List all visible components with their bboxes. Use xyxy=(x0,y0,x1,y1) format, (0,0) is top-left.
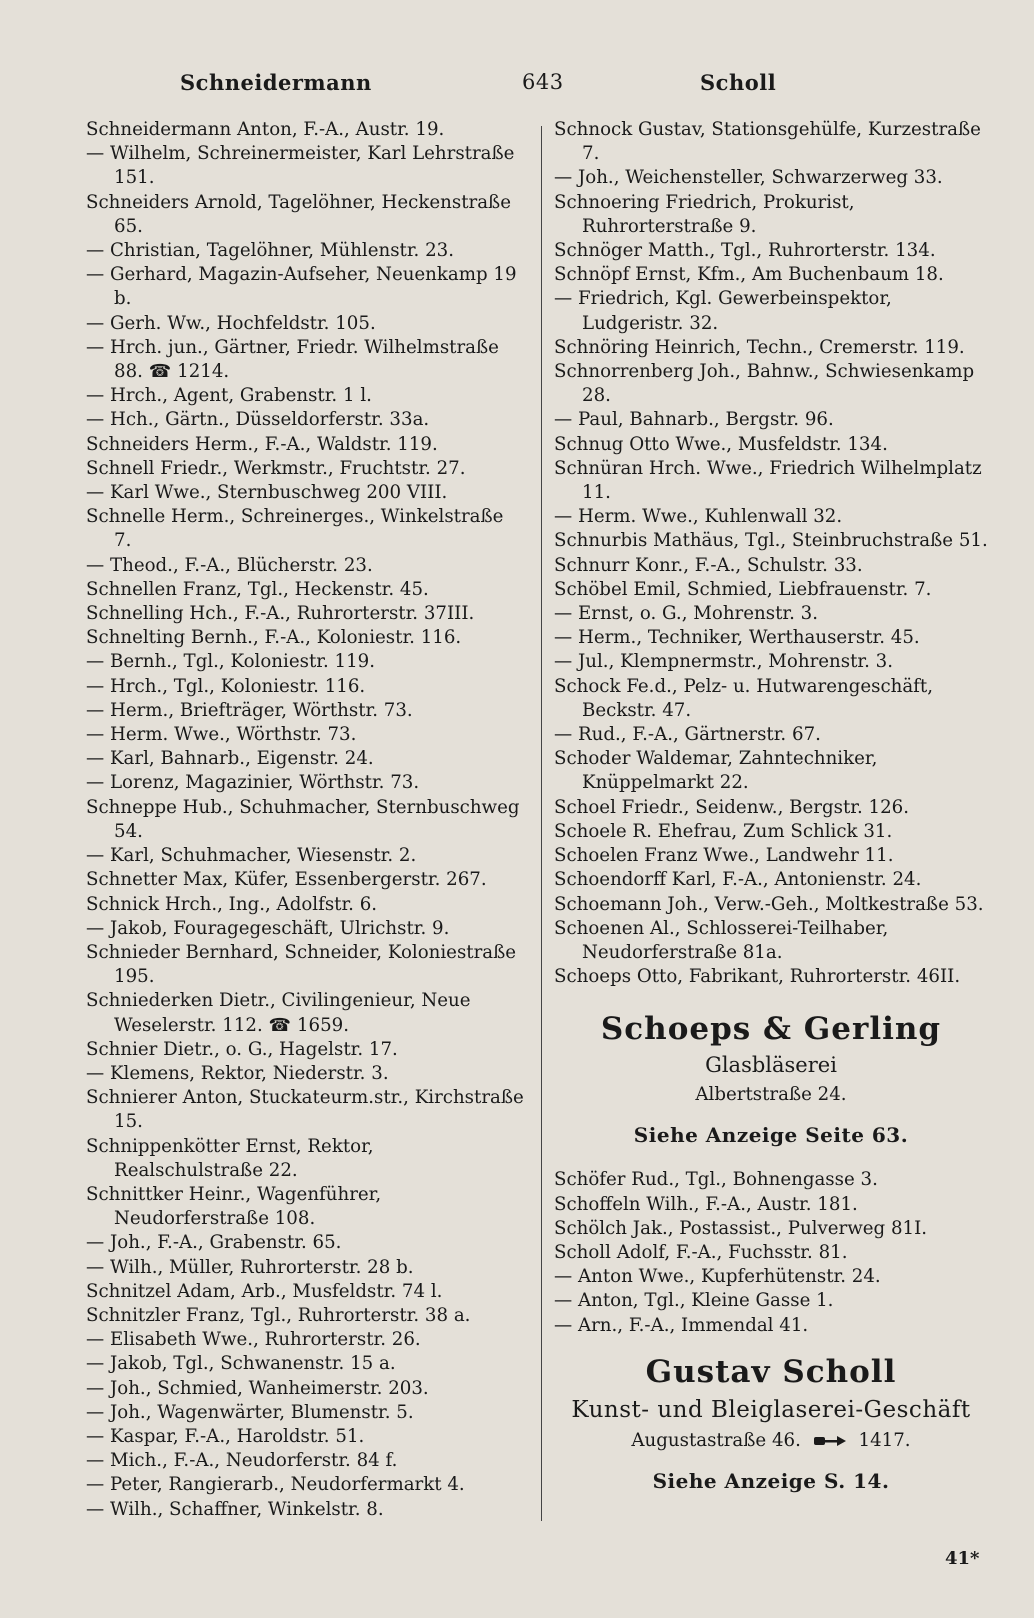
directory-entry: — Peter, Rangierarb., Neudorfermarkt 4. xyxy=(86,1474,465,1496)
directory-entry: Schnitzler Franz, Tgl., Ruhrorterstr. 38 a. xyxy=(86,1304,471,1326)
directory-entry: Schoendorff Karl, F.-A., Antonienstr. 24. xyxy=(554,869,922,891)
directory-entry: Schoenen Al., Schlosserei-Teilhaber, Neudorferstraße 81a. xyxy=(554,917,889,963)
ad-schoeps-title: Schoeps & Gerling xyxy=(600,1011,942,1048)
directory-entry: — Lorenz, Magazinier, Wörthstr. 73. xyxy=(86,772,420,794)
directory-entry: Schnug Otto Wwe., Musfeldstr. 134. xyxy=(554,433,888,455)
directory-entry: Schock Fe.d., Pelz- u. Hutwarengeschäft, Beckstr. 47. xyxy=(554,675,934,721)
ad-scholl-address: Augustastraße 46. xyxy=(631,1429,801,1451)
directory-entry: — Friedrich, Kgl. Gewerbeinspektor, Ludgeristr. 32. xyxy=(554,288,892,334)
directory-entry: — Joh., Schmied, Wanheimerstr. 203. xyxy=(86,1377,429,1399)
page-number: 643 xyxy=(522,70,564,94)
directory-entry: Schnetter Max, Küfer, Essenbergerstr. 267. xyxy=(86,869,487,891)
directory-entry: Schnöring Heinrich, Techn., Cremerstr. 119. xyxy=(554,336,965,358)
directory-entry: — Hrch. jun., Gärtner, Friedr. Wilhelmstraße 88. ☎ 1214. xyxy=(86,336,499,383)
directory-entry: Schöfer Rud., Tgl., Bohnengasse 3. xyxy=(554,1169,878,1191)
directory-entry: Schnöpf Ernst, Kfm., Am Buchenbaum 18. xyxy=(554,264,944,286)
directory-entry: — Anton, Tgl., Kleine Gasse 1. xyxy=(554,1290,834,1312)
directory-entry: — Kaspar, F.-A., Haroldstr. 51. xyxy=(86,1425,365,1447)
directory-entry: — Wilh., Müller, Ruhrorterstr. 28 b. xyxy=(86,1256,414,1278)
directory-entry: — Joh., F.-A., Grabenstr. 65. xyxy=(86,1232,342,1254)
directory-entry: Scholl Adolf, F.-A., Fuchsstr. 81. xyxy=(554,1241,848,1263)
right-column xyxy=(554,118,996,1496)
directory-entry: — Karl, Schuhmacher, Wiesenstr. 2. xyxy=(86,845,417,867)
directory-entry: Schoeps Otto, Fabrikant, Ruhrorterstr. 46II. xyxy=(554,966,961,988)
directory-entry: Schnitzel Adam, Arb., Musfeldstr. 74 l. xyxy=(86,1280,443,1302)
directory-entry: — Gerh. Ww., Hochfeldstr. 105. xyxy=(86,312,376,334)
page-header xyxy=(180,70,790,100)
ad-schoeps-address: Albertstraße 24. xyxy=(695,1084,847,1106)
directory-entry: Schnierer Anton, Stuckateurm.str., Kirchstraße 15. xyxy=(86,1087,524,1133)
directory-entry: Schneiders Arnold, Tagelöhner, Heckenstraße 65. xyxy=(86,191,511,237)
directory-entry: Schneiders Herm., F.-A., Waldstr. 119. xyxy=(86,433,438,455)
directory-entry: Schnieder Bernhard, Schneider, Koloniestraße 195. xyxy=(86,941,517,988)
directory-entry: — Herm. Wwe., Kuhlenwall 32. xyxy=(554,506,843,528)
directory-entry: — Mich., F.-A., Neudorferstr. 84 f. xyxy=(86,1450,398,1472)
directory-entry: — Herm., Techniker, Werthauserstr. 45. xyxy=(554,627,920,649)
ad-gustav-scholl xyxy=(546,1350,996,1496)
directory-entry: — Herm., Briefträger, Wörthstr. 73. xyxy=(86,699,413,721)
directory-entry: Schnelting Bernh., F.-A., Koloniestr. 116. xyxy=(86,627,462,649)
telephone-icon xyxy=(813,1435,847,1447)
directory-entry: Schniederken Dietr., Civilingenieur, Neue Weselerstr. 112. ☎ 1659. xyxy=(86,990,471,1036)
directory-entry: — Arn., F.-A., Immendal 41. xyxy=(554,1314,809,1336)
directory-entry: Schoder Waldemar, Zahntechniker, Knüppelmarkt 22. xyxy=(554,748,878,794)
directory-entry: — Karl Wwe., Sternbuschweg 200 VIII. xyxy=(86,482,448,504)
directory-entry: Schnelle Herm., Schreinerges., Winkelstraße 7. xyxy=(86,506,504,552)
directory-entry: — Anton Wwe., Kupferhütenstr. 24. xyxy=(554,1266,881,1288)
directory-entry: — Joh., Weichensteller, Schwarzerweg 33. xyxy=(554,167,943,189)
directory-entry: — Bernh., Tgl., Koloniestr. 119. xyxy=(86,651,376,673)
ad-schoeps-subtitle: Glasbläserei xyxy=(705,1053,837,1078)
directory-entry: Schölch Jak., Postassist., Pulverweg 81I. xyxy=(554,1217,928,1239)
directory-entry: — Karl, Bahnarb., Eigenstr. 24. xyxy=(86,748,374,770)
directory-entry: Schnorrenberg Joh., Bahnw., Schwiesenkamp 28. xyxy=(554,361,975,407)
right-entries-top xyxy=(554,118,996,989)
directory-entry: Schnick Hrch., Ing., Adolfstr. 6. xyxy=(86,893,378,915)
directory-entry: Schneppe Hub., Schuhmacher, Sternbuschweg 54. xyxy=(86,796,520,842)
directory-entry: — Hch., Gärtn., Düsseldorferstr. 33a. xyxy=(86,409,430,431)
directory-entry: Schnoering Friedrich, Prokurist, Ruhrorterstraße 9. xyxy=(554,191,855,237)
directory-entry: — Jakob, Tgl., Schwanenstr. 15 a. xyxy=(86,1353,396,1375)
directory-entry: Schoel Friedr., Seidenw., Bergstr. 126. xyxy=(554,796,910,818)
directory-entry: Schneidermann Anton, F.-A., Austr. 19. xyxy=(86,119,445,140)
directory-entry: Schnurbis Mathäus, Tgl., Steinbruchstraße 51. xyxy=(554,530,988,552)
header-left-keyword: Schneidermann xyxy=(180,70,372,95)
ad-scholl-address-line xyxy=(546,1426,996,1456)
directory-entry: — Theod., F.-A., Blücherstr. 23. xyxy=(86,554,373,576)
column-divider xyxy=(541,126,542,1521)
header-right-keyword: Scholl xyxy=(700,70,777,95)
directory-entry: Schnippenkötter Ernst, Rektor, Realschulstraße 22. xyxy=(86,1135,374,1181)
directory-entry: — Hrch., Tgl., Koloniestr. 116. xyxy=(86,675,366,697)
directory-entry: — Gerhard, Magazin-Aufseher, Neuenkamp 19 b. xyxy=(86,264,517,310)
directory-entry: — Hrch., Agent, Grabenstr. 1 l. xyxy=(86,385,372,407)
directory-entry: — Klemens, Rektor, Niederstr. 3. xyxy=(86,1062,389,1084)
directory-entry: — Joh., Wagenwärter, Blumenstr. 5. xyxy=(86,1401,414,1423)
directory-entry: — Jul., Klempnermstr., Mohrenstr. 3. xyxy=(554,651,893,673)
directory-entry: Schnell Friedr., Werkmstr., Fruchtstr. 27. xyxy=(86,457,466,479)
directory-entry: — Herm. Wwe., Wörthstr. 73. xyxy=(86,724,357,746)
directory-entry: — Jakob, Fouragegeschäft, Ulrichstr. 9. xyxy=(86,917,450,939)
directory-entry: Schnock Gustav, Stationsgehülfe, Kurzestraße 7. xyxy=(554,119,981,165)
directory-entry: Schnüran Hrch. Wwe., Friedrich Wilhelmplatz 11. xyxy=(554,457,982,504)
left-column xyxy=(86,118,526,1522)
directory-entry: — Elisabeth Wwe., Ruhrorterstr. 26. xyxy=(86,1329,421,1351)
directory-entry: Schoffeln Wilh., F.-A., Austr. 181. xyxy=(554,1193,858,1215)
directory-entry: — Ernst, o. G., Mohrenstr. 3. xyxy=(554,603,818,625)
directory-entry: Schnier Dietr., o. G., Hagelstr. 17. xyxy=(86,1038,398,1060)
directory-entry: Schoele R. Ehefrau, Zum Schlick 31. xyxy=(554,820,893,842)
directory-entry: Schoemann Joh., Verw.-Geh., Moltkestraße 53. xyxy=(554,893,984,915)
directory-entry: — Christian, Tagelöhner, Mühlenstr. 23. xyxy=(86,240,455,262)
ad-scholl-phone: 1417. xyxy=(858,1429,911,1451)
directory-entry: Schöbel Emil, Schmied, Liebfrauenstr. 7. xyxy=(554,578,932,600)
ad-schoeps-reference: Siehe Anzeige Seite 63. xyxy=(633,1123,909,1148)
right-entries-mid xyxy=(554,1168,996,1337)
directory-entry: Schnellen Franz, Tgl., Heckenstr. 45. xyxy=(86,578,429,600)
directory-entry: — Rud., F.-A., Gärtnerstr. 67. xyxy=(554,724,821,746)
ad-scholl-subtitle: Kunst- und Bleiglaserei-Geschäft xyxy=(571,1396,971,1423)
ad-scholl-title: Gustav Scholl xyxy=(645,1353,897,1390)
directory-entry: Schnöger Matth., Tgl., Ruhrorterstr. 134. xyxy=(554,240,936,262)
signature-mark: 41* xyxy=(945,1548,980,1569)
ad-schoeps-gerling xyxy=(546,1007,996,1150)
directory-entry: — Wilh., Schaffner, Winkelstr. 8. xyxy=(86,1498,384,1520)
directory-entry: Schnurr Konr., F.-A., Schulstr. 33. xyxy=(554,554,863,576)
directory-entry: Schnittker Heinr., Wagenführer, Neudorferstraße 108. xyxy=(86,1183,382,1230)
directory-entry: — Paul, Bahnarb., Bergstr. 96. xyxy=(554,409,834,431)
directory-entry: — Wilhelm, Schreinermeister, Karl Lehrstraße 151. xyxy=(86,143,515,189)
ad-scholl-reference: Siehe Anzeige S. 14. xyxy=(652,1468,890,1493)
directory-entry: Schoelen Franz Wwe., Landwehr 11. xyxy=(554,845,894,867)
directory-entry: Schnelling Hch., F.-A., Ruhrorterstr. 37III. xyxy=(86,603,475,625)
